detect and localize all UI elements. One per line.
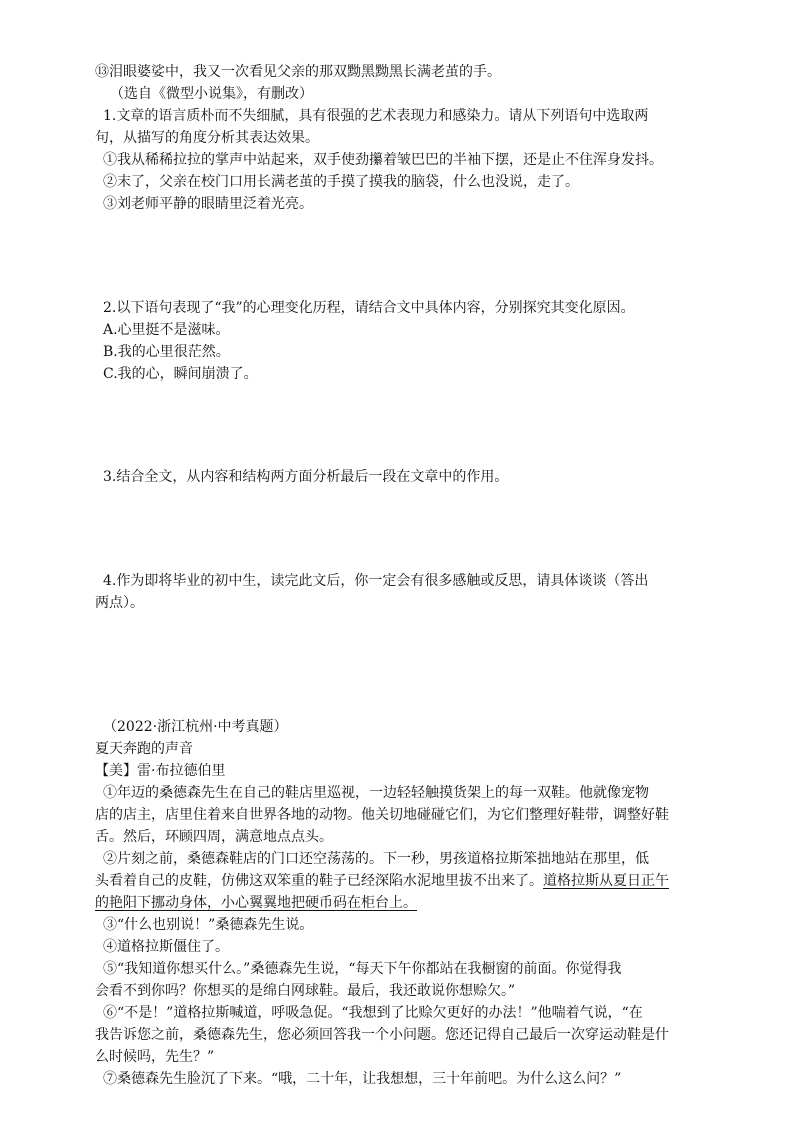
question-2-option-b: B.我的心里很茫然。 [103, 344, 230, 360]
question-2-option-c: C.我的心，瞬间崩溃了。 [103, 366, 258, 382]
passage-paragraph-2: ②片刻之前，桑德森鞋店的门口还空荡荡的。下一秒，男孩道格拉斯笨拙地站在那里，低 [103, 851, 649, 867]
question-1-option-2: ②末了，父亲在校门口用长满老茧的手摸了摸我的脑袋，什么也没说，走了。 [103, 174, 579, 190]
question-2-option-a: A.心里挺不是滋味。 [103, 322, 230, 338]
question-1-stem: 1.文章的语言质朴而不失细腻，具有很强的艺术表现力和感染力。请从下列语句中选取两 [103, 108, 649, 124]
question-4-stem-cont: 两点）。 [95, 595, 144, 611]
question-1-option-3: ③刘老师平静的眼睛里泛着光亮。 [103, 196, 313, 212]
paragraph-2-text: 头看着自己的皮鞋，仿佛这双笨重的鞋子已经深陷水泥地里拔不出来了。 [95, 873, 543, 889]
source-note: （选自《微型小说集》，有删改） [110, 86, 313, 102]
question-1-option-1: ①我从稀稀拉拉的掌声中站起来，双手使劲攥着皱巴巴的半袖下摆，还是止不住浑身发抖。 [103, 152, 663, 168]
passage-paragraph-6: ⑥“不是！”道格拉斯喊道，呼吸急促。“我想到了比赊欠更好的办法！”他喘着气说，“在 [103, 1005, 643, 1021]
passage-paragraph-3: ③“什么也别说！”桑德森先生说。 [103, 917, 314, 933]
question-4-stem: 4.作为即将毕业的初中生，读完此文后，你一定会有很多感触或反思，请具体谈谈（答出 [103, 573, 649, 589]
passage-paragraph-2-cont [95, 870, 735, 892]
passage-paragraph-7: ⑦桑德森先生脸沉了下来。“哦，二十年，让我想想，三十年前吧。为什么这么问？” [103, 1071, 622, 1087]
underlined-sentence-cont: 的艳阳下挪动身体，小心翼翼地把硬币码在柜台上。 [95, 895, 417, 911]
passage-paragraph-1-cont: 舌。然后，环顾四周，满意地点点头。 [95, 829, 333, 845]
passage-paragraph-6-cont: 我告诉您之前，桑德森先生，您必须回答我一个小问题。您还记得自己最后一次穿运动鞋是什 [95, 1027, 669, 1043]
passage-title: 夏天奔跑的声音 [95, 741, 193, 757]
passage-paragraph-5-cont: 会看不到你吗？你想买的是绵白网球鞋。最后，我还敢说你想赊欠。” [95, 983, 516, 999]
passage-paragraph-6-cont: 么时候吗，先生？” [95, 1049, 215, 1065]
passage-paragraph-5: ⑤“我知道你想买什么。”桑德森先生说，“每天下午你都站在我橱窗的前面。你觉得我 [103, 961, 622, 977]
passage-paragraph-4: ④道格拉斯僵住了。 [103, 939, 229, 955]
question-3: 3.结合全文，从内容和结构两方面分析最后一段在文章中的作用。 [103, 469, 509, 485]
question-1-stem-cont: 句，从描写的角度分析其表达效果。 [95, 130, 319, 146]
passage-author: 【美】雷·布拉德伯里 [95, 763, 226, 779]
passage-paragraph-1-cont: 店的店主，店里住着来自世界各地的动物。他关切地碰碰它们，为它们整理好鞋带，调整好鞋 [95, 807, 669, 823]
question-2-stem: 2.以下语句表现了“我”的心理变化历程，请结合文中具体内容，分别探究其变化原因。 [103, 300, 635, 316]
passage-paragraph-1: ①年迈的桑德森先生在自己的鞋店里巡视，一边轻轻触摸货架上的每一双鞋。他就像宠物 [103, 785, 649, 801]
underlined-sentence: 道格拉斯从夏日正午 [543, 873, 669, 889]
paragraph-13: ⑬泪眼婆娑中，我又一次看见父亲的那双黝黑黝黑长满老茧的手。 [95, 64, 501, 80]
exam-source: （2022·浙江杭州·中考真题） [103, 719, 288, 735]
